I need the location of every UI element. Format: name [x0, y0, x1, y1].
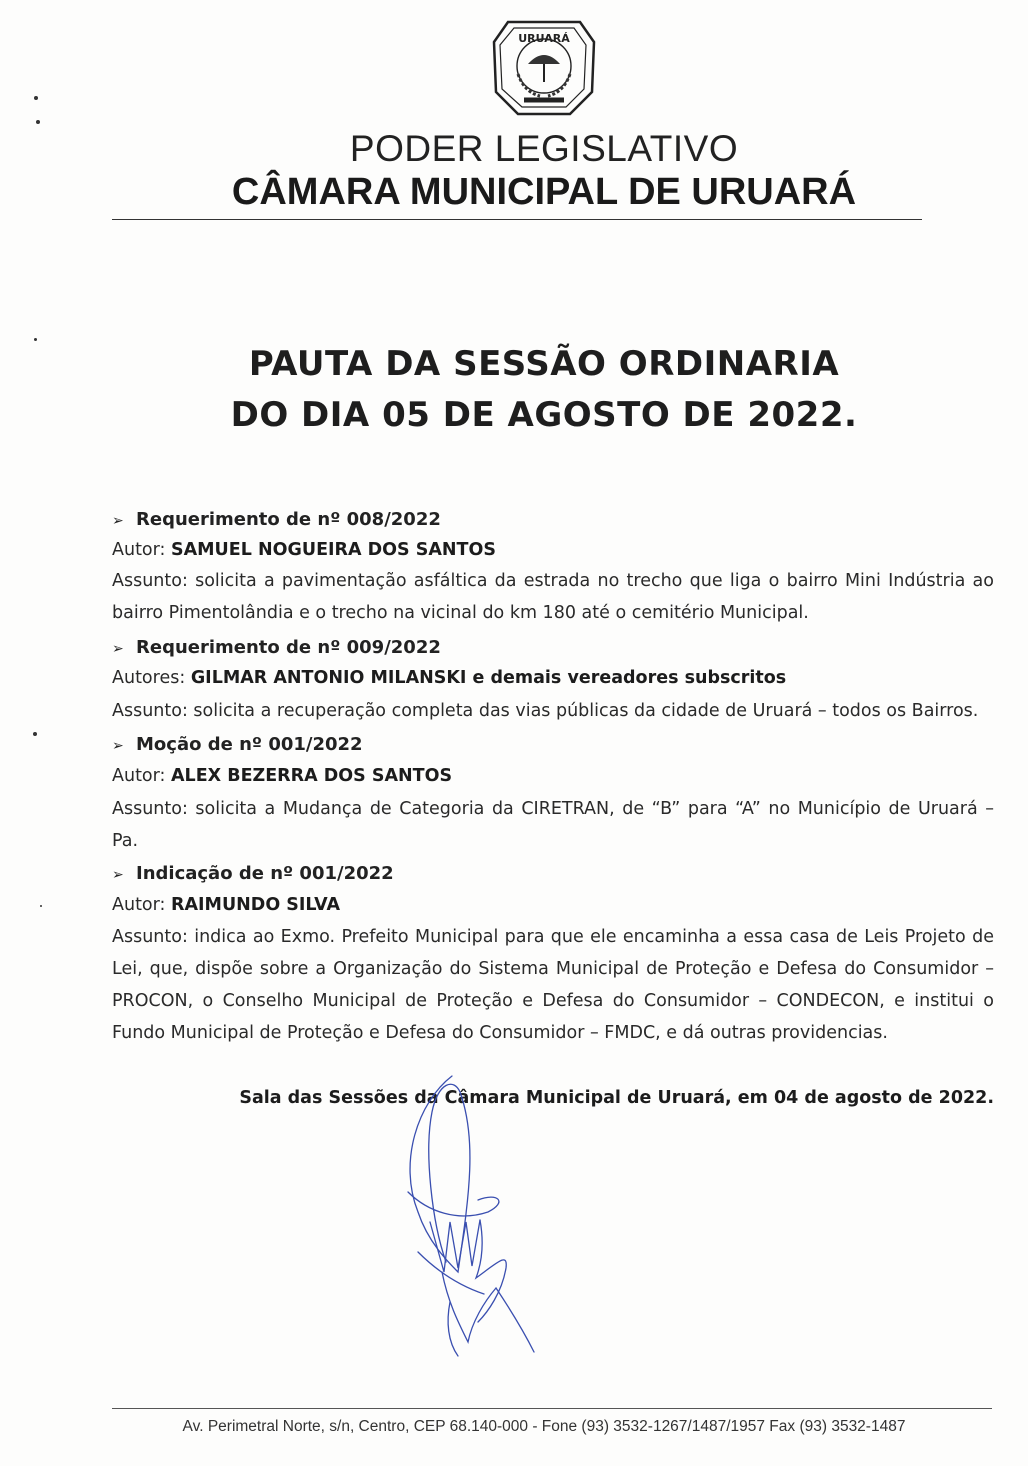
bullet-arrow-icon: ➢	[112, 867, 124, 883]
closing-statement: Sala das Sessões da Câmara Municipal de Uruará, em 04 de agosto de 2022.	[239, 1088, 994, 1108]
item-subject-line: Fundo Municipal de Proteção e Defesa do Consumidor – FMDC, e dá outras providencias.	[112, 1023, 888, 1043]
item-author: Autores: GILMAR ANTONIO MILANSKI e demais vereadores subscritos	[112, 668, 787, 688]
item-author: Autor: ALEX BEZERRA DOS SANTOS	[112, 766, 453, 786]
item-subject-line: Pa.	[112, 831, 139, 851]
item-subject-line: Assunto: solicita a recuperação completa das vias públicas da cidade de Uruará – todos os Bairros.	[112, 701, 979, 721]
svg-text:URUARÁ: URUARÁ	[518, 32, 570, 45]
item-heading: ➢ Requerimento de nº 008/2022	[112, 509, 441, 530]
document-title-line-2: DO DIA 05 DE AGOSTO DE 2022.	[230, 395, 858, 435]
signature-icon	[388, 1072, 548, 1362]
footer-address: Av. Perimetral Norte, s/n, Centro, CEP 68.140-000 - Fone (93) 3532-1267/1487/1957 Fax (93) 3532-1487	[182, 1418, 906, 1435]
item-author: Autor: RAIMUNDO SILVA	[112, 895, 341, 915]
item-heading: ➢ Requerimento de nº 009/2022	[112, 637, 441, 658]
header-divider	[112, 219, 922, 220]
bullet-arrow-icon: ➢	[112, 641, 124, 657]
municipal-seal-icon	[488, 12, 600, 120]
bullet-arrow-icon: ➢	[112, 513, 124, 529]
item-heading: ➢ Moção de nº 001/2022	[112, 734, 363, 755]
item-author: Autor: SAMUEL NOGUEIRA DOS SANTOS	[112, 540, 496, 560]
footer-divider	[112, 1408, 992, 1409]
bullet-arrow-icon: ➢	[112, 738, 124, 754]
item-subject-line: Assunto: solicita a pavimentação asfáltica da estrada no trecho que liga o bairro Mini Indústria ao	[112, 571, 994, 591]
document-title-line-1: PAUTA DA SESSÃO ORDINARIA	[248, 344, 840, 384]
item-subject-line: bairro Pimentolândia e o trecho na vicinal do km 180 até o cemitério Municipal.	[112, 603, 809, 623]
item-subject-line: Assunto: solicita a Mudança de Categoria da CIRETRAN, de “B” para “A” no Município de Uruará –	[112, 799, 994, 819]
item-subject-line: Assunto: indica ao Exmo. Prefeito Municipal para que ele encaminha a essa casa de Leis Projeto de	[112, 927, 994, 947]
header-line-2: CÂMARA MUNICIPAL DE URUARÁ	[231, 171, 857, 213]
item-heading: ➢ Indicação de nº 001/2022	[112, 863, 394, 884]
header-line-1: PODER LEGISLATIVO	[349, 128, 739, 169]
item-subject-line: PROCON, o Conselho Municipal de Proteção e Defesa do Consumidor – CONDECON, e institui o	[112, 991, 994, 1011]
item-subject-line: Lei, que, dispõe sobre a Organização do Sistema Municipal de Proteção e Defesa do Consumidor –	[112, 959, 994, 979]
